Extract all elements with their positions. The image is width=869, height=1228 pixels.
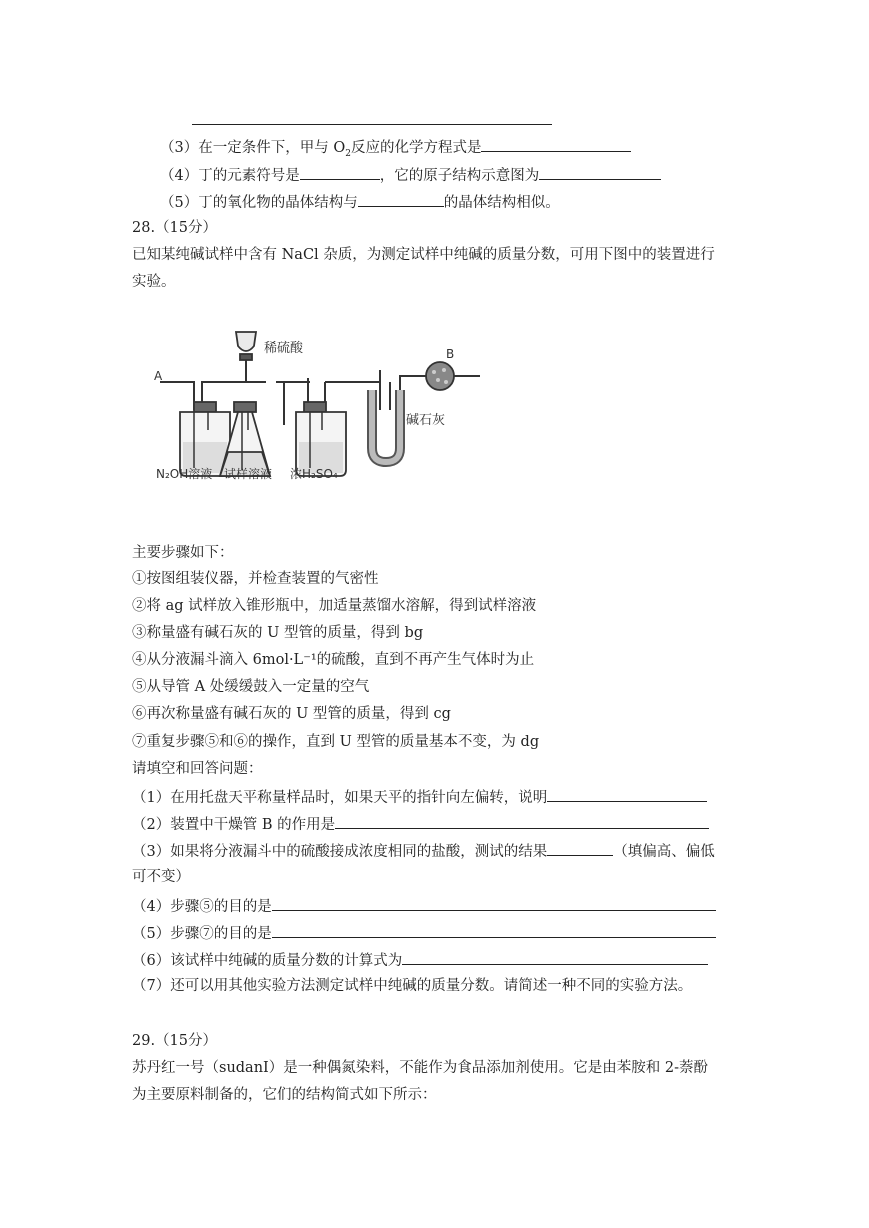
answer-blank[interactable] — [481, 136, 631, 152]
question-7: （7）还可以用其他实验方法测定试样中纯碱的质量分数。请简述一种不同的实验方法。 — [132, 978, 693, 994]
drying-tube-b — [426, 362, 454, 390]
answer-blank[interactable] — [335, 813, 709, 829]
step-3: ③称量盛有碱石灰的 U 型管的质量，得到 bg — [132, 625, 424, 641]
q27-item-4: （4）丁的元素符号是 ，它的原子结构示意图为 — [160, 164, 661, 186]
q29-heading: 29.（15分） — [132, 1033, 218, 1049]
answer-blank[interactable] — [358, 191, 444, 207]
apparatus-diagram — [150, 330, 510, 485]
answer-blank[interactable] — [272, 922, 716, 938]
outlet-to-b — [400, 376, 426, 390]
u-tube-soda-lime — [372, 390, 400, 462]
answer-blank[interactable] — [547, 786, 707, 802]
washing-bottle-h2so4 — [296, 402, 346, 476]
question-2: （2）装置中干燥管 B 的作用是 — [132, 813, 709, 835]
answer-blank[interactable] — [272, 895, 716, 911]
q29-line2: 为主要原料制备的，它们的结构简式如下所示： — [132, 1087, 437, 1103]
inlet-tube-a — [160, 382, 194, 410]
label-dilute-sulfuric-acid: 稀硫酸 — [264, 341, 304, 356]
answer-blank[interactable] — [547, 840, 613, 856]
connector-tube-1 — [202, 382, 266, 404]
q27-item-3: （3）在一定条件下，甲与 $O_2$反应的化学方程式是 — [160, 136, 631, 158]
q28-intro-line1: 已知某纯碱试样中含有 NaCl 杂质，为测定试样中纯碱的质量分数，可用下图中的装置进行 — [132, 247, 715, 263]
steps-heading: 主要步骤如下： — [132, 545, 234, 561]
step-7: ⑦重复步骤⑤和⑥的操作，直到 U 型管的质量基本不变，为 dg — [132, 734, 540, 750]
label-conc-h2so4: 浓H₂SO₄ — [290, 467, 338, 481]
question-1: （1）在用托盘天平称量样品时，如果天平的指针向左偏转，说明 — [132, 786, 707, 808]
dropping-funnel — [236, 332, 256, 360]
q28-intro-line2: 实验。 — [132, 274, 176, 290]
answer-blank[interactable] — [402, 949, 708, 965]
step-6: ⑥再次称量盛有碱石灰的 U 型管的质量，得到 cg — [132, 706, 451, 722]
questions-heading: 请填空和回答问题： — [132, 761, 263, 777]
q28-heading: 28.（15分） — [132, 220, 218, 236]
step-4: ④从分液漏斗滴入 6mol·L⁻¹的硫酸，直到不再产生气体时为止 — [132, 652, 535, 668]
label-naoh-solution: N₂OH溶液 — [156, 467, 213, 481]
question-3: （3）如果将分液漏斗中的硫酸接成浓度相同的盐酸，测试的结果 （填偏高、偏低 — [132, 840, 715, 862]
answer-blank[interactable] — [539, 164, 661, 180]
step-2: ②将 ag 试样放入锥形瓶中，加适量蒸馏水溶解，得到试样溶液 — [132, 598, 537, 614]
question-6: （6）该试样中纯碱的质量分数的计算式为 — [132, 949, 708, 971]
question-4: （4）步骤⑤的目的是 — [132, 895, 716, 917]
label-sample-solution: 试样溶液 — [224, 467, 273, 481]
step-1: ①按图组装仪器，并检查装置的气密性 — [132, 571, 379, 587]
label-soda-lime: 碱石灰 — [406, 413, 446, 428]
step-5: ⑤从导管 A 处缓缓鼓入一定量的空气 — [132, 679, 370, 695]
q29-line1: 苏丹红一号（sudanⅠ）是一种偶氮染料，不能作为食品添加剂使用。它是由苯胺和 2-萘酚 — [132, 1060, 709, 1076]
question-3-cont: 可不变） — [132, 869, 190, 885]
question-5: （5）步骤⑦的目的是 — [132, 922, 716, 944]
answer-line-top — [192, 124, 552, 125]
label-b: B — [446, 347, 455, 361]
answer-blank[interactable] — [300, 164, 380, 180]
q27-item-5: （5）丁的氧化物的晶体结构与 的晶体结构相似。 — [160, 191, 560, 213]
label-a: A — [154, 369, 163, 383]
